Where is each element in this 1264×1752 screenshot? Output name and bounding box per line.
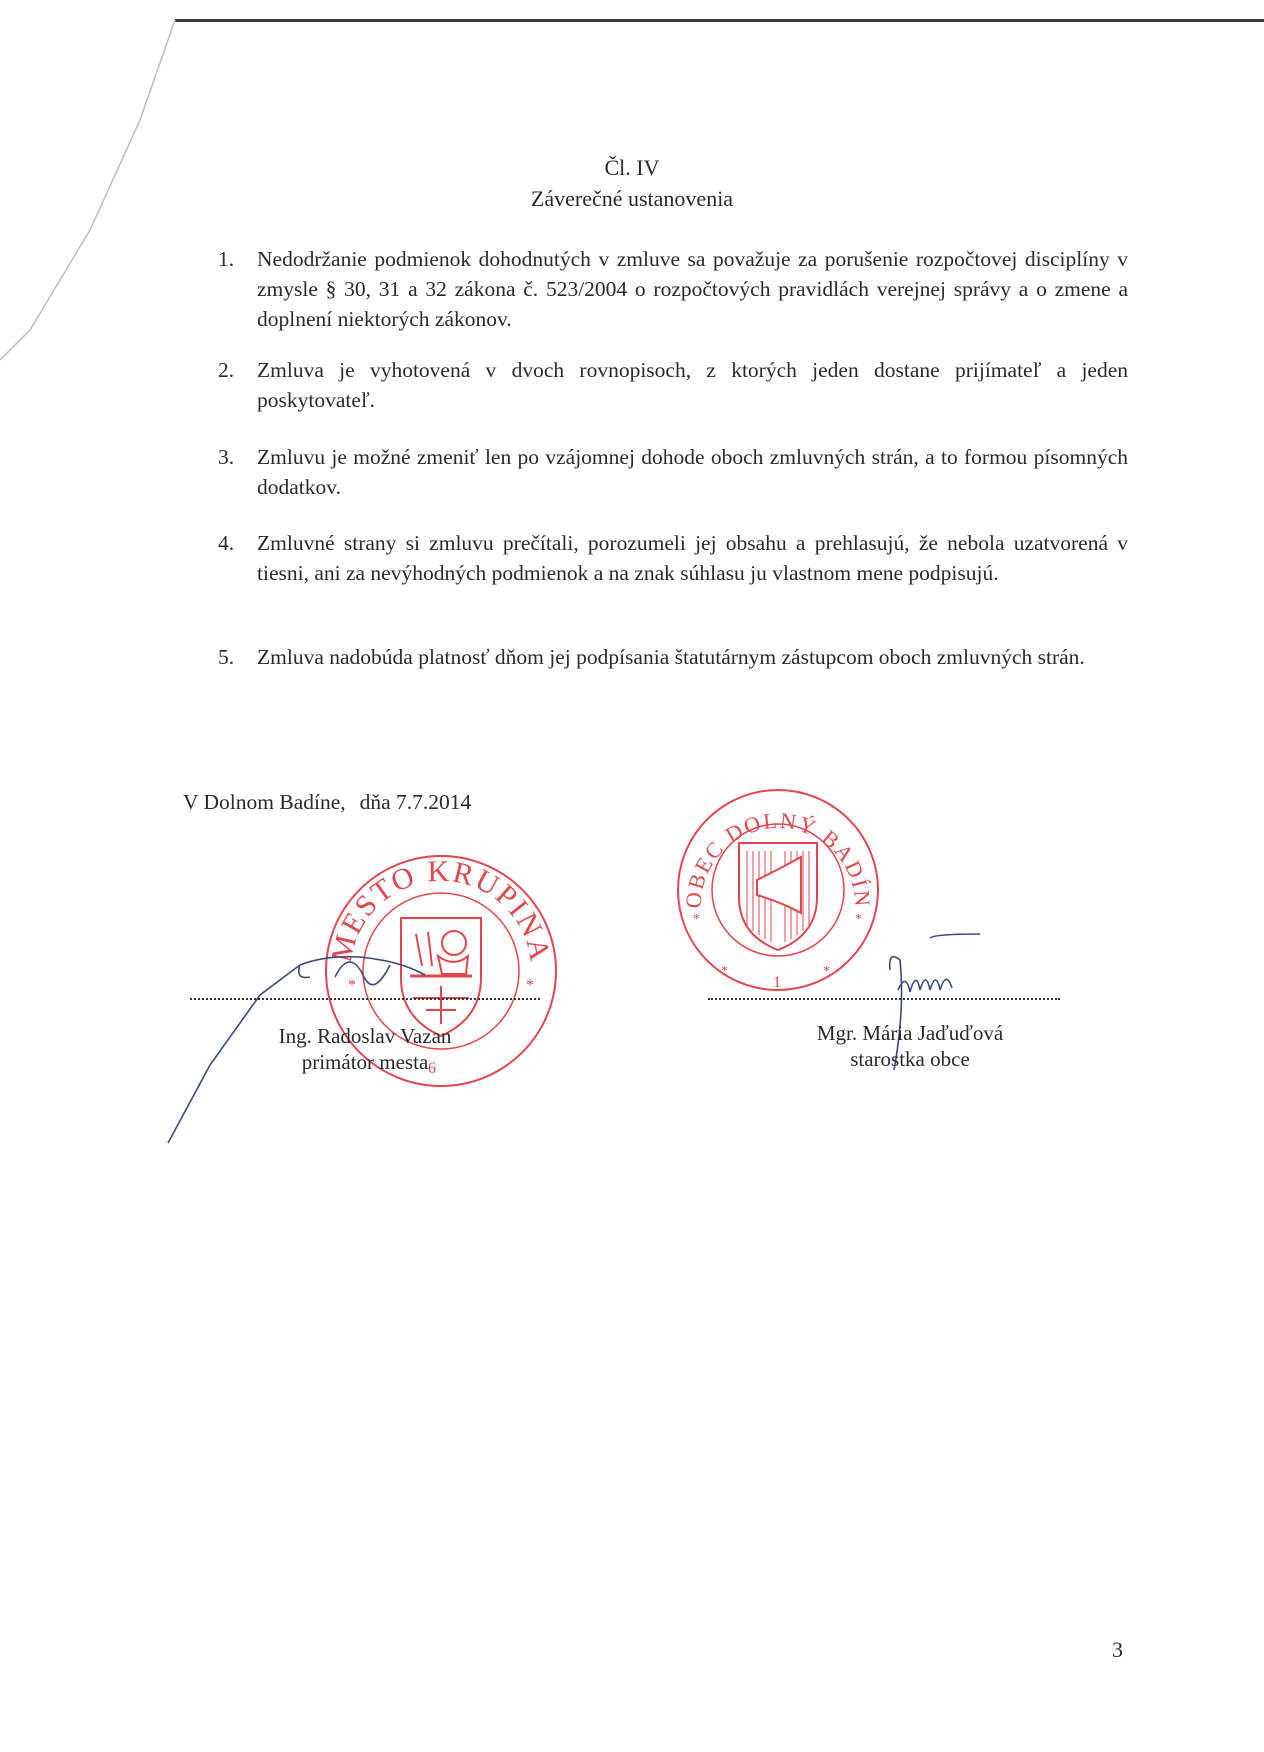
- clause-number: 4.: [218, 531, 235, 555]
- page-number: 3: [1112, 1637, 1123, 1662]
- signatory-right-title: starostka obce: [850, 1047, 970, 1071]
- clause-number: 1.: [218, 247, 235, 271]
- date: dňa 7.7.2014: [359, 790, 472, 814]
- signature-line-left: [190, 998, 540, 1000]
- clause-text: Zmluvu je možné zmeniť len po vzájomnej dohode oboch zmluvných strán, a to formou písomných dodatkov.: [257, 445, 1128, 499]
- signatory-left-title: primátor mesta: [301, 1050, 429, 1074]
- svg-text:*: *: [721, 964, 728, 979]
- article-subtitle: Záverečné ustanovenia: [530, 186, 734, 211]
- scan-edge-left: [0, 0, 200, 1752]
- scan-edge-top: [175, 19, 1264, 22]
- place: V Dolnom Badíne,: [183, 790, 346, 814]
- stamp-left-text: MESTO KRUPINA: [324, 854, 557, 966]
- svg-text:*: *: [823, 964, 830, 979]
- clause-text: Nedodržanie podmienok dohodnutých v zmluve sa považuje za porušenie rozpočtovej disciplíny v zmysle § 30, 31 a 32 zákona č. 523/2004 o rozpočtových pravidlách verejnej správy a o zmene a doplnení niektorých zákonov.: [257, 247, 1128, 331]
- svg-text:*: *: [526, 977, 534, 994]
- svg-text:*: *: [855, 912, 862, 927]
- clause-number: 5.: [218, 645, 235, 669]
- clause-text: Zmluva je vyhotovená v dvoch rovnopisoch, z ktorých jeden dostane prijímateľ a jeden poskytovateľ.: [257, 358, 1128, 412]
- signatory-right-name: Mgr. Mária Jaďuďová: [816, 1021, 1004, 1045]
- svg-text:*: *: [693, 912, 700, 927]
- clause-number: 3.: [218, 445, 235, 469]
- clause-text: Zmluva nadobúda platnosť dňom jej podpísania štatutárnym zástupcom oboch zmluvných strán.: [257, 645, 1085, 669]
- article-heading: Čl. IV: [604, 155, 660, 180]
- clause-text: Zmluvné strany si zmluvu prečítali, porozumeli jej obsahu a prehlasujú, že nebola uzatvorená v tiesni, ani za nevýhodných podmienok a na znak súhlasu ju vlastnom mene podpisujú.: [257, 531, 1128, 585]
- stamp-right-text: OBEC DOLNÝ BADÍN: [680, 807, 876, 909]
- stamp-left-number: 6: [428, 1060, 436, 1077]
- stamp-right-number: 1: [773, 974, 781, 991]
- svg-text:*: *: [348, 977, 356, 994]
- signatory-left-name: Ing. Radoslav Vazan: [278, 1024, 452, 1048]
- clause-number: 2.: [218, 358, 235, 382]
- stamp-obec-dolny-badin-icon: [673, 785, 883, 995]
- place-date: [183, 790, 471, 815]
